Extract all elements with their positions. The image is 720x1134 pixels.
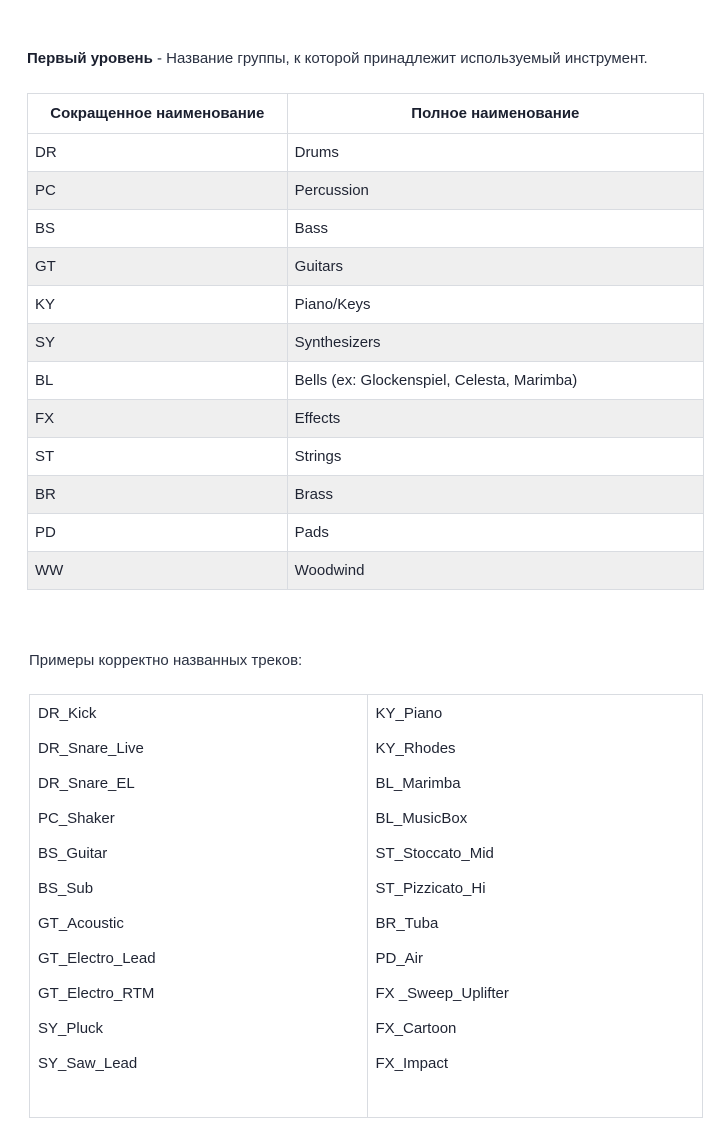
- table-row: [28, 134, 704, 172]
- cell-full: Woodwind: [287, 552, 703, 590]
- table-row: [28, 248, 704, 286]
- cell-short: KY: [28, 286, 288, 324]
- table-row: [28, 514, 704, 552]
- cell-full: Brass: [287, 476, 703, 514]
- cell-short: GT: [28, 248, 288, 286]
- list-item: PC_Shaker: [38, 810, 115, 827]
- list-item: SY_Saw_Lead: [38, 1055, 138, 1072]
- examples-left-column: [30, 695, 367, 1117]
- cell-full: Guitars: [287, 248, 703, 286]
- cell-short: FX: [28, 400, 288, 438]
- examples-right-column: [367, 695, 703, 1117]
- cell-short: ST: [28, 438, 288, 476]
- cell-full: Bells (ex: Glockenspiel, Celesta, Marimba): [287, 362, 703, 400]
- list-item: FX_Cartoon: [375, 1020, 457, 1037]
- cell-full: Drums: [287, 134, 703, 172]
- cell-full: Percussion: [287, 172, 703, 210]
- list-item: ST_Stoccato_Mid: [375, 845, 494, 862]
- table-row: [28, 210, 704, 248]
- cell-short: BL: [28, 362, 288, 400]
- list-item: ST_Pizzicato_Hi: [375, 880, 486, 897]
- cell-short: PD: [28, 514, 288, 552]
- cell-full: Effects: [287, 400, 703, 438]
- intro-bold-term: Первый уровень: [27, 50, 153, 67]
- list-item: GT_Electro_Lead: [38, 950, 156, 967]
- examples-box: [29, 694, 703, 1118]
- table-row: [28, 362, 704, 400]
- table-row: [28, 438, 704, 476]
- table-row: [28, 476, 704, 514]
- table-row: [28, 552, 704, 590]
- cell-full: Pads: [287, 514, 703, 552]
- table-row: [28, 286, 704, 324]
- cell-short: SY: [28, 324, 288, 362]
- examples-caption: Примеры корректно названных треков:: [29, 652, 303, 669]
- list-item: BS_Sub: [38, 880, 94, 897]
- cell-short: WW: [28, 552, 288, 590]
- list-item: DR_Kick: [38, 705, 97, 722]
- list-item: KY_Piano: [375, 705, 443, 722]
- list-item: KY_Rhodes: [375, 740, 456, 757]
- cell-full: Strings: [287, 438, 703, 476]
- list-item: GT_Acoustic: [38, 915, 124, 932]
- table-row: [28, 324, 704, 362]
- cell-short: BR: [28, 476, 288, 514]
- intro-paragraph: [27, 49, 648, 69]
- cell-short: PC: [28, 172, 288, 210]
- header-short-name: Сокращенное наименование: [28, 94, 288, 134]
- list-item: SY_Pluck: [38, 1020, 104, 1037]
- header-full-name: Полное наименование: [287, 94, 703, 134]
- instrument-groups-table: [27, 93, 704, 590]
- cell-full: Piano/Keys: [287, 286, 703, 324]
- list-item: DR_Snare_EL: [38, 775, 135, 792]
- table-row: [28, 172, 704, 210]
- list-item: BS_Guitar: [38, 845, 108, 862]
- list-item: PD_Air: [375, 950, 424, 967]
- intro-description: - Название группы, к которой принадлежит используемый инструмент.: [152, 50, 648, 67]
- list-item: BL_MusicBox: [375, 810, 468, 827]
- cell-short: BS: [28, 210, 288, 248]
- table-header-row: [28, 94, 704, 134]
- cell-short: DR: [28, 134, 288, 172]
- table-row: [28, 400, 704, 438]
- list-item: FX_Impact: [375, 1055, 449, 1072]
- cell-full: Bass: [287, 210, 703, 248]
- list-item: GT_Electro_RTM: [38, 985, 155, 1002]
- list-item: BL_Marimba: [375, 775, 461, 792]
- list-item: BR_Tuba: [375, 915, 439, 932]
- cell-full: Synthesizers: [287, 324, 703, 362]
- list-item: FX _Sweep_Uplifter: [375, 985, 509, 1002]
- list-item: DR_Snare_Live: [38, 740, 144, 757]
